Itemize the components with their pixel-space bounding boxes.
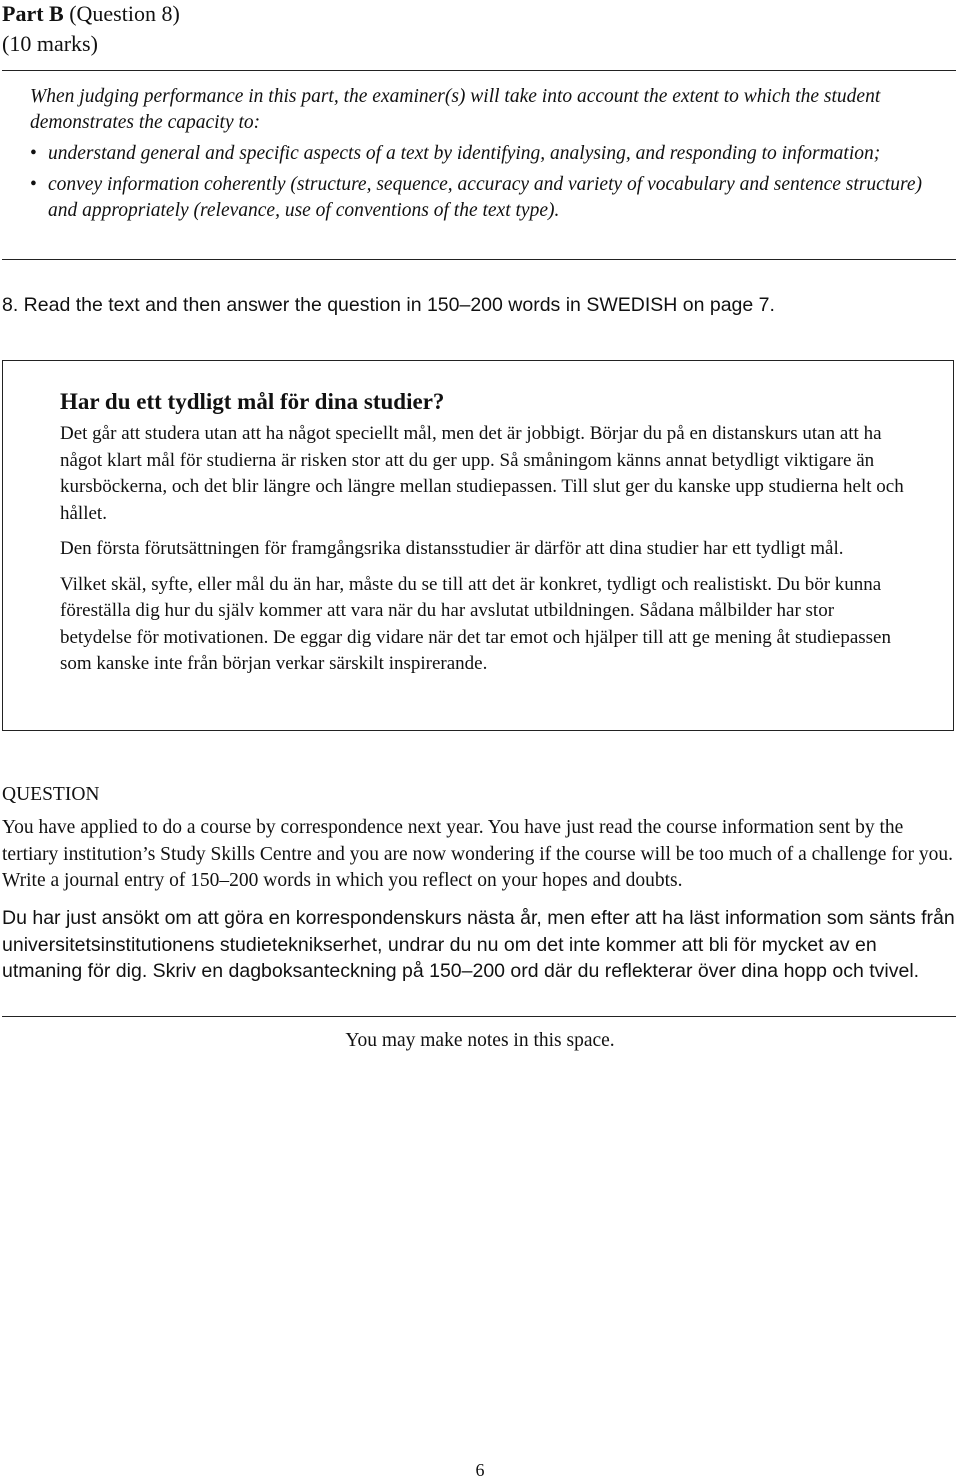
reading-text-box [2,360,954,731]
notes-hint: You may make notes in this space. [345,1030,615,1051]
criteria-intro: When judging performance in this part, the examiner(s) will take into account the extent to which the student demonstrates the capacity to: [30,86,881,133]
criteria-item-text: convey information coherently (structure, sequence, accuracy and variety of vocabulary and sentence structure) and appropriately (relevance, use of conventions of the text type). [48,174,922,221]
reading-paragraph: Den första förutsättningen för framgångsrika distansstudier är därför att dina studier har ett tydligt mål. [60,538,844,559]
criteria-list [30,141,930,224]
top-divider [2,70,956,71]
reading-text-content [60,387,910,687]
criteria-item [30,172,930,224]
marks-label: (10 marks) [2,31,98,56]
reading-paragraph: Vilket skäl, syfte, eller mål du än har, måste du se till att det är konkret, tydligt och realistiskt. Du bör kunna föreställa dig hur du själv kommer att vara när du har avslutat utbildningen. Sådana målbilder har stor betydelse för motivationen. De eggar dig vidare när det tar emot och hjälper till att ge mening åt studiepassen som kanske inte från början verkar särskilt inspirerande. [60,573,891,674]
part-title [2,0,180,28]
criteria-item-text: understand general and specific aspects of a text by identifying, analysing, and responding to information; [48,143,881,164]
bullet-icon: • [30,174,37,195]
question-swedish: Du har just ansökt om att göra en korrespondenskurs nästa år, men efter att ha läst information som sänts från universitetsinstitutionens studieteknikserhet, undrar du nu om det inte kommer att bli för mycket av en utmaning för dig. Skriv en dagboksanteckning på 150–200 ord där du reflekterar över dina hopp och tvivel. [2,907,955,982]
question-english: You have applied to do a course by correspondence next year. You have just read the course information sent by the tertiary institution’s Study Skills Centre and you are now wondering if the course will be too much of a challenge for you. Write a journal entry of 150–200 words in which you reflect on your hopes and doubts. [2,817,953,891]
assessment-criteria [30,84,930,229]
notes-divider [2,1016,956,1017]
question-instruction: 8. Read the text and then answer the question in 150–200 words in SWEDISH on page 7. [2,294,775,316]
part-label: Part B [2,1,64,26]
criteria-divider [2,259,956,260]
question-label: QUESTION [2,784,100,805]
reading-paragraph: Det går att studera utan att ha något speciellt mål, men det är jobbigt. Börjar du på en distanskurs utan att ha något klart mål för studierna är risken stor att du ger upp. Så småningom känns annat betydligt viktigare än kursböckerna, och det blir längre och längre mellan studiepassen. Till slut ger du kanske upp studierna helt och hållet. [60,423,904,524]
page-number: 6 [475,1460,485,1480]
question-ref: (Question 8) [69,1,180,26]
reading-heading: Har du ett tydligt mål för dina studier? [60,389,445,414]
criteria-item [30,141,930,167]
bullet-icon: • [30,143,37,164]
